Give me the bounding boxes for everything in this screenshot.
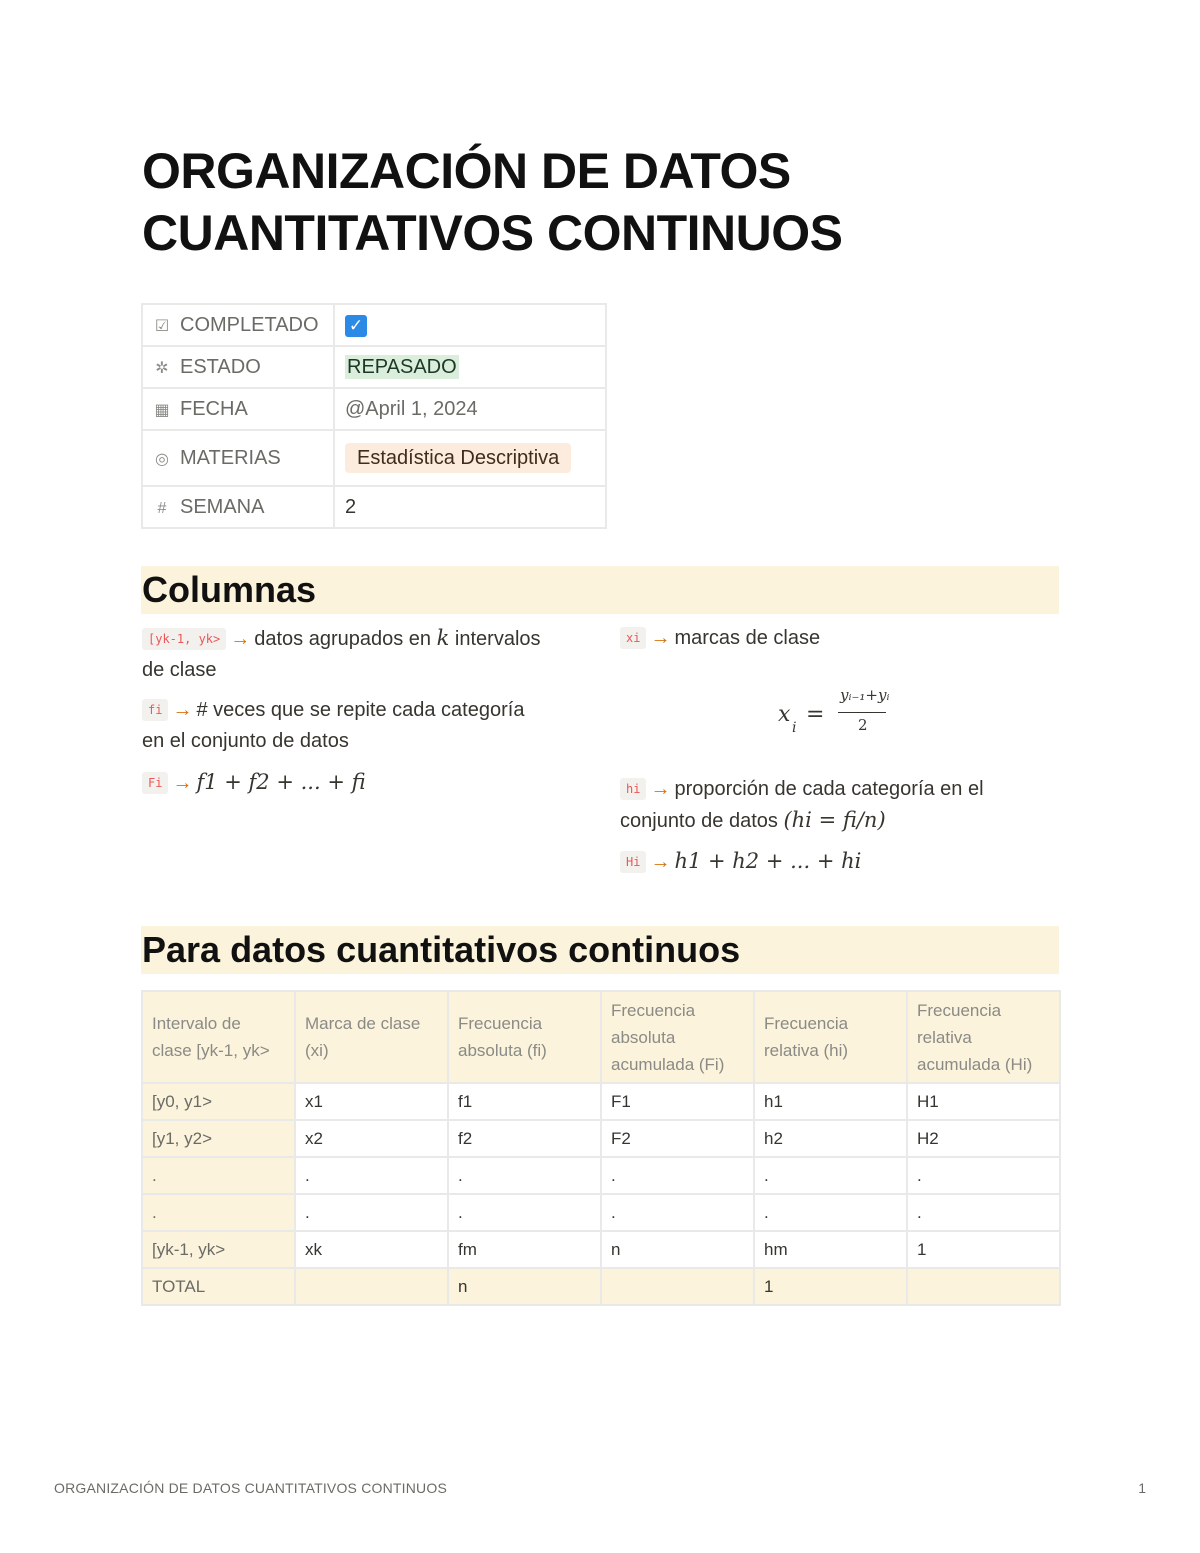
text: conjunto de datos [620,810,784,832]
page-title [142,140,1042,264]
table-cell [295,1268,448,1305]
Hi-description [620,846,1060,878]
hi-description [620,774,1060,837]
fraction-denominator: 2 [858,716,868,734]
table-cell: . [601,1194,754,1231]
table-row [142,1231,1060,1268]
table-cell: n [601,1231,754,1268]
checkbox-icon: ☑ [154,317,170,335]
table-cell: . [295,1157,448,1194]
page-title-line-2: CUANTITATIVOS CONTINUOS [142,205,843,261]
calendar-icon: ▦ [154,401,170,419]
inline-code: Fi [142,772,168,794]
properties-table [141,303,607,529]
relation-icon: ◎ [155,450,169,468]
table-header-row [142,991,1060,1083]
text: en el conjunto de datos [142,730,349,752]
text: # veces que se repite cada categoría [196,699,525,721]
property-materias-value[interactable] [334,430,606,486]
table-cell: hm [754,1231,907,1268]
table-cell: f1 [448,1083,601,1120]
table-cell: . [295,1194,448,1231]
table-cell: . [142,1194,295,1231]
property-label: FECHA [180,397,248,420]
table-cell: . [601,1157,754,1194]
table-cell [601,1268,754,1305]
text: proporción de cada categoría en el [674,778,984,800]
text: intervalos [449,628,541,650]
week-value[interactable]: 2 [345,495,357,518]
math: (hi = fi/n) [783,808,886,832]
table-cell: h2 [754,1120,907,1157]
table-cell: . [142,1157,295,1194]
table-cell: F2 [601,1120,754,1157]
section-heading-columnas: Columnas [141,566,1059,614]
page-number: 1 [1138,1480,1146,1496]
math: f1 + f2 + ... + fi [196,770,366,794]
column-header: Frecuencia absoluta (fi) [448,991,601,1083]
table-row [142,1083,1060,1120]
status-icon: ✲ [155,359,169,377]
table-cell: TOTAL [142,1268,295,1305]
fraction-line [838,712,886,713]
fraction-numerator: yᵢ₋₁+yᵢ [840,686,890,704]
table-cell: . [448,1157,601,1194]
table-cell: xk [295,1231,448,1268]
math: h1 + h2 + ... + hi [674,849,862,873]
table-cell: . [448,1194,601,1231]
table-cell: x2 [295,1120,448,1157]
table-cell: H1 [907,1083,1060,1120]
text: marcas de clase [674,627,821,649]
property-label: SEMANA [180,495,265,518]
text: de clase [142,659,217,681]
property-label: MATERIAS [180,446,281,469]
table-cell: [y1, y2> [142,1120,295,1157]
date-value[interactable]: @April 1, 2024 [345,397,478,420]
column-header: Marca de clase (xi) [295,991,448,1083]
property-semana-value[interactable] [334,486,606,528]
subject-tag[interactable]: Estadística Descriptiva [345,443,571,473]
property-completado-value[interactable] [334,304,606,346]
column-header: Frecuencia relativa (hi) [754,991,907,1083]
math: x [778,702,791,727]
property-materias [142,430,334,486]
table-cell: . [907,1157,1060,1194]
column-header: Frecuencia absoluta acumulada (Fi) [601,991,754,1083]
interval-description [142,623,592,686]
table-cell: . [754,1194,907,1231]
math: = [806,702,825,727]
math: k [436,626,450,650]
table-cell: . [754,1157,907,1194]
table-cell: f2 [448,1120,601,1157]
property-fecha [142,388,334,430]
fi-description [142,695,592,757]
inline-code: Hi [620,851,646,873]
property-completado [142,304,334,346]
property-fecha-value[interactable] [334,388,606,430]
inline-code: fi [142,699,168,721]
table-row [142,1194,1060,1231]
property-estado-value[interactable] [334,346,606,388]
table-cell: . [907,1194,1060,1231]
inline-code: xi [620,627,646,649]
arrow-right-icon: → [650,778,671,800]
section-heading-continuos: Para datos cuantitativos continuos [141,926,1059,974]
table-total-row [142,1268,1060,1305]
number-icon: # [157,499,167,517]
Fi-description [142,767,592,799]
xi-description [620,623,1060,654]
table-cell [907,1268,1060,1305]
property-label: COMPLETADO [180,313,319,336]
table-cell: x1 [295,1083,448,1120]
table-cell: H2 [907,1120,1060,1157]
inline-code: hi [620,778,646,800]
arrow-right-icon: → [650,851,671,873]
table-cell: [y0, y1> [142,1083,295,1120]
property-semana [142,486,334,528]
arrow-right-icon: → [230,628,251,650]
column-header: Intervalo de clase [yk-1, yk> [142,991,295,1083]
table-row [142,1157,1060,1194]
table-row [142,1120,1060,1157]
page-title-line-1: ORGANIZACIÓN DE DATOS [142,143,791,199]
table-cell: F1 [601,1083,754,1120]
math: i [792,720,797,736]
property-estado [142,346,334,388]
inline-code: [yk-1, yk> [142,628,226,650]
status-badge[interactable]: REPASADO [347,355,457,378]
table-cell: fm [448,1231,601,1268]
text: datos agrupados en [254,628,437,650]
arrow-right-icon: → [172,772,193,794]
frequency-table [141,990,1061,1306]
table-cell: n [448,1268,601,1305]
checked-checkbox-icon[interactable]: ✓ [345,315,367,337]
arrow-right-icon: → [650,627,671,649]
table-cell: 1 [754,1268,907,1305]
table-cell: h1 [754,1083,907,1120]
table-cell: [yk-1, yk> [142,1231,295,1268]
property-label: ESTADO [180,355,261,378]
page-footer: ORGANIZACIÓN DE DATOS CUANTITATIVOS CONTINUOS [54,1480,447,1496]
table-cell: 1 [907,1231,1060,1268]
column-header: Frecuencia relativa acumulada (Hi) [907,991,1060,1083]
arrow-right-icon: → [172,699,193,721]
